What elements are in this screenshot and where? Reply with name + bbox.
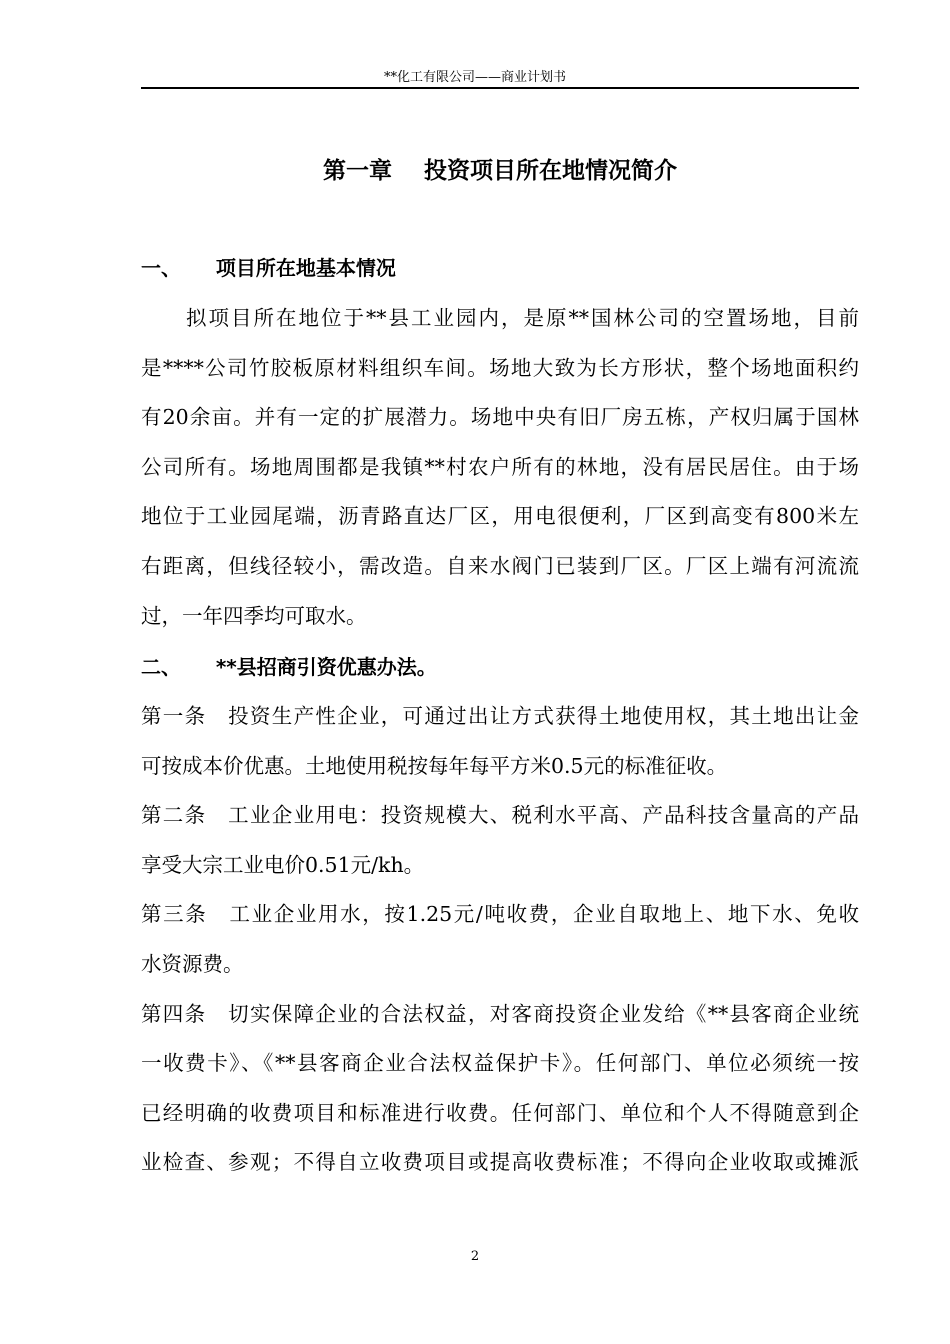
body-line: 第一条 投资生产性企业，可通过出让方式获得土地使用权，其土地出让金 [141, 704, 859, 728]
section-heading: 一、 项目所在地基本情况 [141, 256, 396, 280]
body-line: 一收费卡》、《**县客商企业合法权益保护卡》。任何部门、单位必须统一按 [141, 1051, 859, 1076]
body-line: 享受大宗工业电价0.51元/kh。 [141, 852, 425, 877]
running-header: **化工有限公司——商业计划书 [383, 70, 566, 85]
body-line: 可按成本价优惠。土地使用税按每年每平方米0.5元的标准征收。 [141, 753, 728, 778]
body-line: 有20余亩。并有一定的扩展潜力。场地中央有旧厂房五栋，产权归属于国林 [141, 405, 859, 430]
body-line: 水资源费。 [141, 952, 244, 976]
body-line: 右距离，但线径较小，需改造。自来水阀门已装到厂区。厂区上端有河流流 [141, 554, 859, 578]
section-heading: 二、 **县招商引资优惠办法。 [141, 655, 437, 679]
body-line: 已经明确的收费项目和标准进行收费。任何部门、单位和个人不得随意到企 [141, 1100, 859, 1125]
page-number: 2 [470, 1249, 480, 1264]
header-rule [141, 87, 859, 89]
body-line: 第三条 工业企业用水，按1.25元/吨收费，企业自取地上、地下水、免收 [141, 902, 859, 927]
body-line: 是****公司竹胶板原材料组织车间。场地大致为长方形状，整个场地面积约 [141, 355, 859, 380]
body-line: 过，一年四季均可取水。 [141, 603, 367, 628]
body-line: 第二条 工业企业用电：投资规模大、税利水平高、产品科技含量高的产品 [141, 803, 859, 828]
chapter-title: 第一章 投资项目所在地情况简介 [322, 157, 678, 184]
body-line: 业检查、参观；不得自立收费项目或提高收费标准；不得向企业收取或摊派 [141, 1150, 859, 1175]
body-line: 地位于工业园尾端，沥青路直达厂区，用电很便利，厂区到高变有800米左 [141, 504, 859, 529]
body-line: 公司所有。场地周围都是我镇**村农户所有的林地，没有居民居住。由于场 [141, 454, 859, 479]
body-line: 第四条 切实保障企业的合法权益，对客商投资企业发给《**县客商企业统 [141, 1001, 859, 1026]
body-line: 拟项目所在地位于**县工业园内，是原**国林公司的空置场地，目前 [141, 306, 859, 330]
